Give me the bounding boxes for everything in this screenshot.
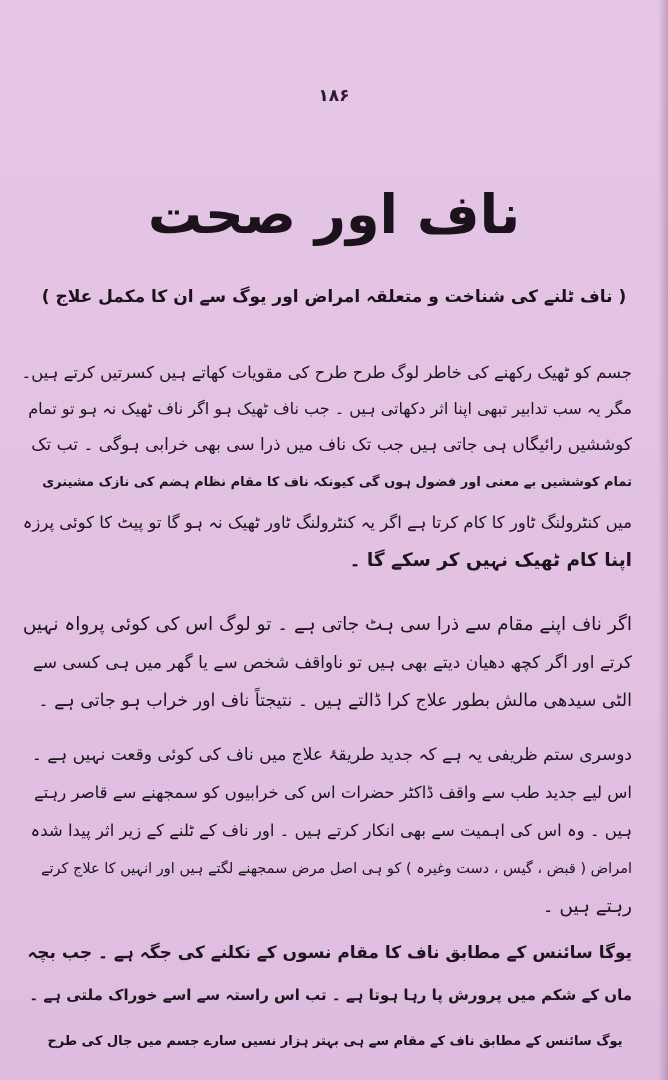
text-line: تمام کوششیں بے معنی اور فضول ہوں گی کیونکہ ناف کا مقام نظام ہضم کی نازک مشینری: [42, 475, 632, 490]
text-line: جسم کو ٹھیک رکھنے کی خاطر لوگ طرح طرح کی مقویات کھاتے ہیں کسرتیں کرتے ہیں۔: [21, 363, 632, 382]
page-edge-shadow: [658, 0, 668, 1080]
chapter-title: ناف اور صحت: [147, 183, 521, 246]
text-line: کرتے اور اگر کچھ دھیان دیتے بھی ہیں تو ناواقف شخص سے یا گھر میں ہی کسی سے: [32, 653, 632, 673]
text-line: رہتے ہیں ۔: [542, 896, 632, 917]
text-line: مگر یہ سب تدابیر تبھی اپنا اثر دکھاتی ہیں ۔ جب ناف ٹھیک ہو اگر ناف ٹھیک نہ ہو تو تمام: [28, 399, 632, 418]
chapter-subtitle: ( ناف ٹلنے کی شناخت و متعلقہ امراض اور یوگ سے ان کا مکمل علاج ): [41, 287, 627, 307]
text-line: اگر ناف اپنے مقام سے ذرا سی ہٹ جاتی ہے ۔ تو لوگ اس کی کوئی پرواہ نہیں: [22, 614, 632, 635]
page-number: ۱۸۶: [318, 86, 350, 106]
text-line: اپنا کام ٹھیک نہیں کر سکے گا ۔: [349, 550, 632, 571]
text-line: ہیں ۔ وہ اس کی اہمیت سے بھی انکار کرتے ہیں ۔ اور ناف کے ٹلنے کے زیر اثر پیدا شدہ: [30, 821, 632, 840]
text-line: کوششیں رائیگاں ہی جاتی ہیں جب تک ناف میں ذرا سی بھی خرابی ہوگی ۔ تب تک: [31, 435, 632, 455]
text-line: امراض ( قبض ، گیس ، دست وغیرہ ) کو ہی اصل مرض سمجھنے لگتے ہیں اور انہیں کا علاج کرتے: [40, 861, 632, 877]
body-text: [22, 0, 632, 1080]
footer-note: ‫یوگ سائنس کے مطابق ناف کے مقام سے ہی بہتر ہزار نسیں سارے جسم میں جال کی طرح‬: [47, 1034, 623, 1049]
text-line: ماں کے شکم میں پرورش پا رہا ہوتا ہے ۔ تب اس راستہ سے اسے خوراک ملتی ہے ۔: [29, 986, 632, 1004]
text-line: الٹی سیدھی مالش بطور علاج کرا ڈالتے ہیں ۔ نتیجتاً ناف اور خراب ہو جاتی ہے ۔: [38, 691, 632, 711]
text-line: میں کنٹرولنگ ٹاور کا کام کرتا ہے اگر یہ کنٹرولنگ ٹاور ٹھیک نہ ہو گا تو پیٹ کا کوئی پرزہ: [22, 513, 632, 532]
text-line: دوسری ستم ظریفی یہ ہے کہ جدید طریقۂ علاج میں ناف کی کوئی وقعت نہیں ہے ۔: [31, 745, 632, 765]
text-line: یوگا سائنس کے مطابق ناف کا مقام نسوں کے نکلنے کی جگہ ہے ۔ جب بچہ: [27, 943, 632, 963]
text-line: اس لیے جدید طب سے واقف ڈاکٹر حضرات اس کی خرابیوں کو سمجھنے سے قاصر رہتے: [33, 783, 632, 802]
